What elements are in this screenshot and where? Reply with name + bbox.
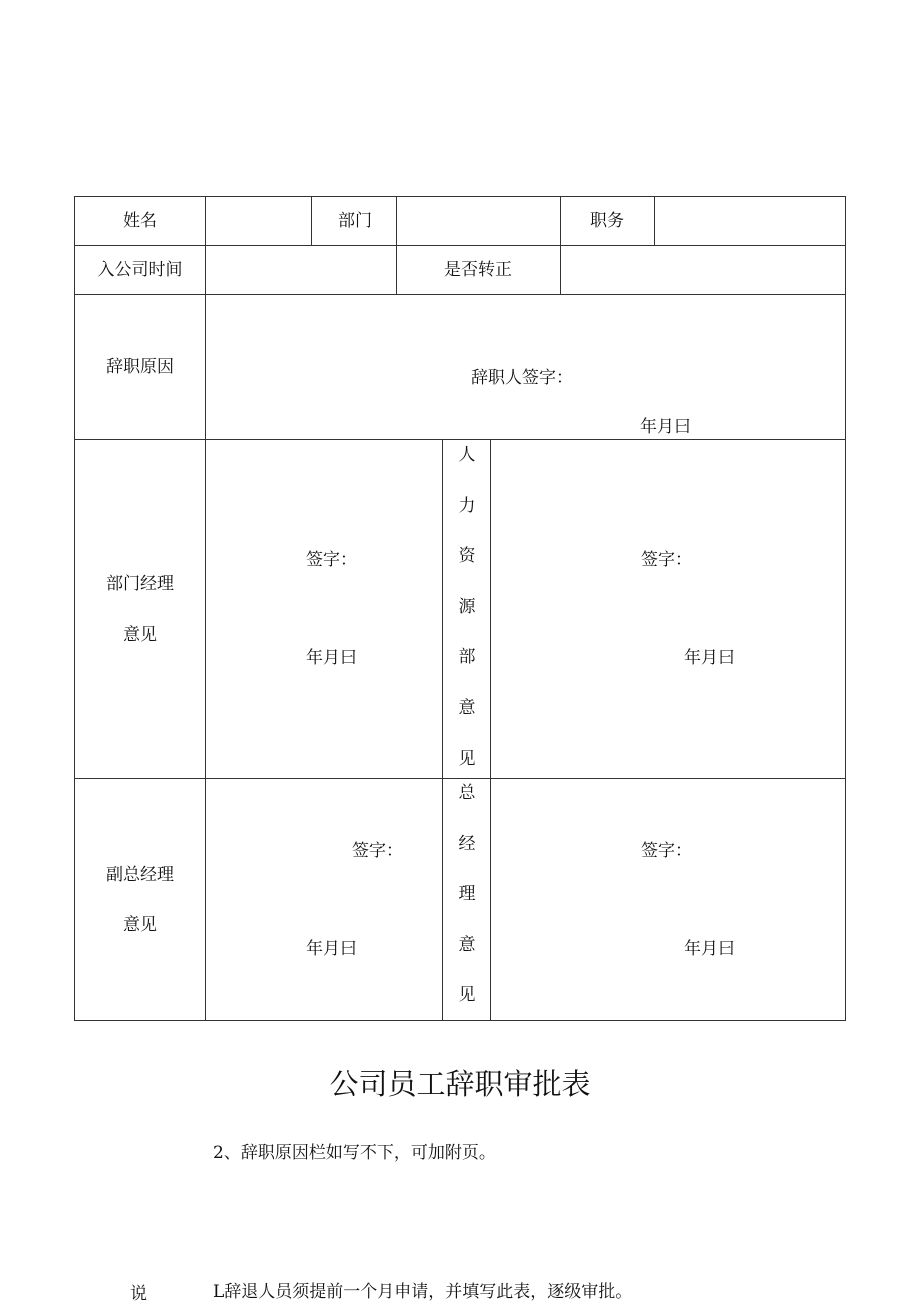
- table-border-left: [74, 196, 75, 1021]
- resigner-date-label: 年月曰: [640, 417, 691, 437]
- dept-manager-date-label: 年月曰: [306, 648, 357, 668]
- hr-label-char: 部: [458, 647, 476, 668]
- form-title: 公司员工辞职审批表: [329, 1067, 591, 1101]
- gm-label-char: 见: [458, 985, 476, 1006]
- resigner-signature-label: 辞职人签字：: [471, 368, 573, 388]
- gm-date-label: 年月曰: [684, 939, 735, 959]
- department-label: 部门: [338, 211, 372, 231]
- hr-label-char: 见: [458, 748, 476, 769]
- hr-opinion-field[interactable]: [491, 440, 845, 778]
- vice-gm-signature-label: 签字：: [352, 841, 403, 861]
- notes-side-label: 说: [130, 1284, 147, 1304]
- department-field[interactable]: [397, 197, 560, 245]
- gm-signature-label: 签字：: [641, 841, 692, 861]
- vice-gm-date-label: 年月曰: [306, 939, 357, 959]
- gm-opinion-field[interactable]: [491, 779, 845, 1020]
- vice-gm-opinion-field[interactable]: [206, 779, 442, 1020]
- position-field[interactable]: [655, 197, 845, 245]
- hr-signature-label: 签字：: [641, 550, 692, 570]
- dept-manager-opinion-label: 部门经理: [106, 574, 174, 594]
- resignation-reason-field[interactable]: [206, 295, 845, 439]
- gm-label-char: 经: [458, 833, 476, 854]
- note-2: 2、辞职原因栏如写不下，可加附页。: [213, 1143, 496, 1163]
- dept-manager-signature-label: 签字：: [306, 550, 357, 570]
- dept-manager-opinion-field[interactable]: [206, 440, 442, 778]
- join-date-field[interactable]: [206, 246, 396, 294]
- resignation-reason-label: 辞职原因: [106, 357, 174, 377]
- gm-label-char: 理: [458, 884, 476, 905]
- regularized-field[interactable]: [561, 246, 845, 294]
- note-1: L辞退人员须提前一个月申请，并填写此表，逐级审批。: [213, 1282, 633, 1302]
- hr-label-char: 力: [458, 495, 476, 516]
- gm-opinion-label: [443, 781, 491, 1034]
- vice-gm-opinion-label-2: 意见: [123, 915, 157, 935]
- join-date-label: 入公司时间: [97, 260, 183, 280]
- name-label: 姓名: [123, 211, 157, 231]
- regularized-label: 是否转正: [444, 260, 512, 280]
- col-divider: [311, 196, 312, 245]
- vice-gm-opinion-label: 副总经理: [106, 865, 174, 885]
- table-border-right: [845, 196, 846, 1021]
- gm-label-char: 总: [458, 783, 476, 803]
- hr-opinion-label: [443, 443, 491, 797]
- hr-label-char: 人: [458, 445, 476, 465]
- hr-label-char: 意: [458, 697, 476, 718]
- hr-date-label: 年月曰: [684, 648, 735, 668]
- hr-label-char: 资: [458, 546, 476, 567]
- gm-label-char: 意: [458, 934, 476, 955]
- name-field[interactable]: [206, 197, 311, 245]
- position-label: 职务: [590, 211, 624, 231]
- hr-label-char: 源: [458, 596, 476, 617]
- dept-manager-opinion-label-2: 意见: [123, 625, 157, 645]
